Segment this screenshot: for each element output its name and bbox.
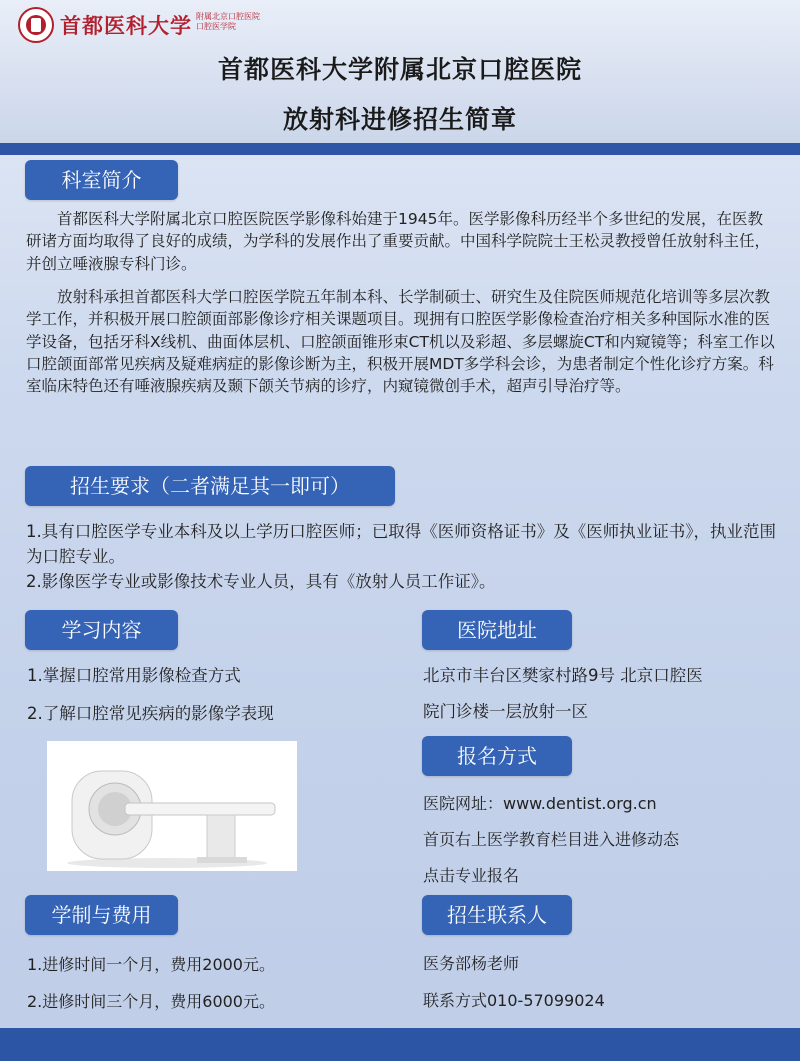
intro-heading: 科室简介 (25, 160, 178, 200)
contact-phone: 联系方式010-57099024 (423, 991, 605, 1010)
logo-sub-line1: 附属北京口腔医院 (196, 12, 260, 21)
contact-person: 医务部杨老师 (423, 954, 520, 973)
page-title-line2: 放射科进修招生简章 (282, 105, 517, 134)
logo-sub-line2: 口腔医学院 (196, 22, 236, 31)
ct-scanner-image (47, 741, 297, 871)
ct-scanner-icon (47, 741, 297, 871)
university-logo-sub (196, 12, 276, 32)
signup-instruction-2: 点击专业报名 (423, 866, 520, 885)
intro-paragraph-1: 首都医科大学附属北京口腔医院医学影像科始建于1945年。医学影像科历经半个多世纪的发展，在医教研诸方面均取得了良好的成绩，为学科的发展作出了重要贡献。中国科学院院士王松灵教授曾任放射科主任，并创立唾液腺专科门诊。 (26, 210, 771, 273)
address-line-2: 院门诊楼一层放射一区 (423, 702, 588, 721)
requirement-item-2: 2.影像医学专业或影像技术专业人员，具有《放射人员工作证》。 (26, 572, 496, 591)
study-item-1: 1.掌握口腔常用影像检查方式 (27, 666, 241, 685)
header-divider-band (0, 143, 800, 155)
page-title-line1: 首都医科大学附属北京口腔医院 (217, 55, 582, 84)
signup-heading: 报名方式 (422, 736, 572, 776)
university-logo-name: 首都医科大学 (60, 14, 192, 38)
signup-instruction-1: 首页右上医学教育栏目进入进修动态 (423, 830, 680, 849)
fees-heading: 学制与费用 (25, 895, 178, 935)
header (0, 0, 800, 143)
fees-item-2: 2.进修时间三个月，费用6000元。 (27, 992, 275, 1011)
footer-band (0, 1028, 800, 1061)
university-emblem-icon (18, 7, 54, 43)
signup-website: 医院网址：www.dentist.org.cn (423, 794, 657, 813)
study-heading: 学习内容 (25, 610, 178, 650)
contact-heading: 招生联系人 (422, 895, 572, 935)
intro-paragraph-2: 放射科承担首都医科大学口腔医学院五年制本科、长学制硕士、研究生及住院医师规范化培训等多层次教学工作，并积极开展口腔颌面部影像诊疗相关课题项目。现拥有口腔医学影像检查治疗相关多种国际水准的医学设备，包括牙科X线机、曲面体层机、口腔颌面锥形束CT机以及彩超、多层螺旋CT和内窥镜等；科室工作以口腔颌面部常见疾病及疑难病症的影像诊断为主，积极开展MDT多学科会诊，为患者制定个性化诊疗方案。科室临床特色还有唾液腺疾病及颞下颌关节病的诊疗，内窥镜微创手术，超声引导治疗等。 (26, 288, 775, 396)
address-heading: 医院地址 (422, 610, 572, 650)
emblem-mark (31, 18, 41, 32)
fees-item-1: 1.进修时间一个月，费用2000元。 (27, 955, 275, 974)
requirement-item-1: 1.具有口腔医学专业本科及以上学历口腔医师；已取得《医师资格证书》及《医师执业证书》，执业范围为口腔专业。 (26, 522, 776, 566)
requirements-heading: 招生要求（二者满足其一即可） (25, 466, 395, 506)
address-line-1: 北京市丰台区樊家村路9号 北京口腔医 (423, 666, 703, 685)
study-item-2: 2.了解口腔常见疾病的影像学表现 (27, 704, 274, 723)
